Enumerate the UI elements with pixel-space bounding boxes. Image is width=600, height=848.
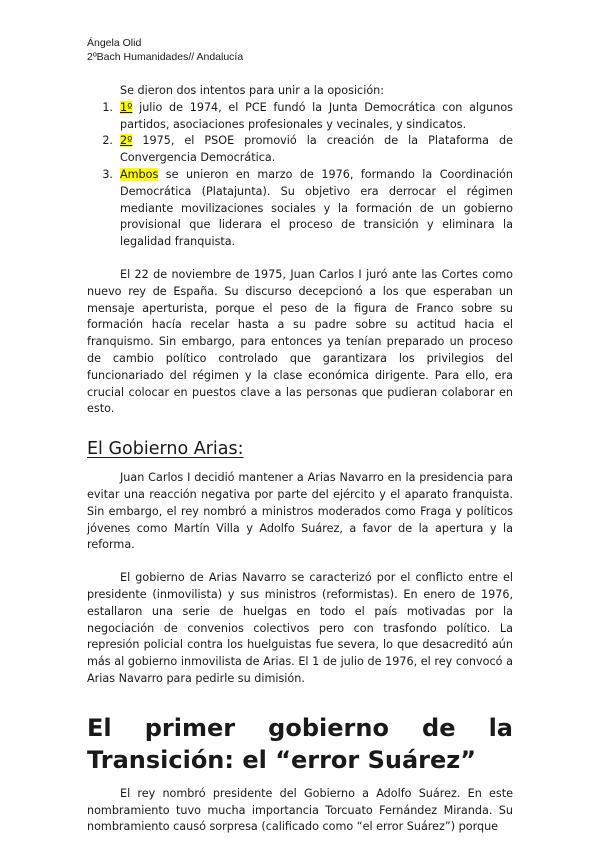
course-label: 2ºBach Humanidades// Andalucía (87, 51, 244, 63)
list-number: 3. (102, 167, 113, 181)
paragraph-arias-government: Juan Carlos I decidió mantener a Arias Navarro en la presidencia para evitar una reacción negativa por parte del ejército y el aparato franquista. Sin embargo, el rey nombró a ministros moderados como Fraga y políticos jóvenes como Martín Villa y Adolfo Suárez, a favor de la apertura y la reforma. (87, 471, 513, 552)
author-name: Ángela Olid (87, 37, 142, 49)
page-header (87, 36, 243, 64)
list-intro: Se dieron dos intentos para unir a la oposición: (120, 84, 385, 97)
highlighted-text: 2º (120, 134, 133, 148)
highlighted-text: 1º (120, 100, 133, 114)
list-item (87, 133, 513, 167)
opposition-list (87, 100, 513, 251)
paragraph-coronation: El 22 de noviembre de 1975, Juan Carlos I juró ante las Cortes como nuevo rey de España. Su discurso decepcionó a los que esperaban un mensaje aperturista, porque el peso de la figura de Franco sobre su formación hacía recelar hasta a su padre sobre su actitud hacia el franquismo. Sin embargo, para entonces ya tenían preparado un proceso de cambio político controlado que garantizara los privilegios del funcionariado del régimen y la clase económica dirigente. Para ello, era crucial colocar en puestos clave a las personas que pudieran colaborar en esto. (87, 267, 513, 416)
list-text: julio de 1974, el PCE fundó la Junta Democrática con algunos partidos, asociaciones profesionales y vecinales, y sindicatos. (120, 100, 513, 131)
document-body (87, 83, 513, 836)
list-text: 1975, el PSOE promovió la creación de la Plataforma de Convergencia Democrática. (120, 134, 513, 165)
paragraph-arias-conflict: El gobierno de Arias Navarro se caracterizó por el conflicto entre el presidente (inmovilista) y sus ministros (reformistas). En enero de 1976, estallaron una serie de huelgas en todo el país motivadas por la negociación de convenios colectivos pero con trasfondo político. La represión policial contra los huelguistas fue severa, lo que desacreditó aún más al gobierno inmovilista de Arias. El 1 de julio de 1976, el rey convocó a Arias Navarro para pedirle su dimisión. (87, 571, 513, 685)
list-item (87, 167, 513, 251)
section-title: El Gobierno Arias: (87, 439, 244, 460)
list-number: 2. (102, 134, 113, 148)
list-number: 1. (102, 100, 113, 114)
list-item (87, 100, 513, 134)
highlighted-text: Ambos (120, 167, 159, 181)
paragraph-suarez: El rey nombró presidente del Gobierno a Adolfo Suárez. En este nombramiento tuvo mucha importancia Torcuato Fernández Miranda. Su nombramiento causó sorpresa (calificado como “el error Suárez”) porque (87, 786, 513, 834)
chapter-heading: El primer gobierno de la Transición: el “error Suárez” (87, 713, 513, 774)
list-text: se unieron en marzo de 1976, formando la Coordinación Democrática (Platajunta). Su objetivo era derrocar el régimen mediante movilizaciones sociales y la formación de un gobierno provisional que liderara el proceso de transición y eliminara la legalidad franquista. (120, 167, 513, 249)
